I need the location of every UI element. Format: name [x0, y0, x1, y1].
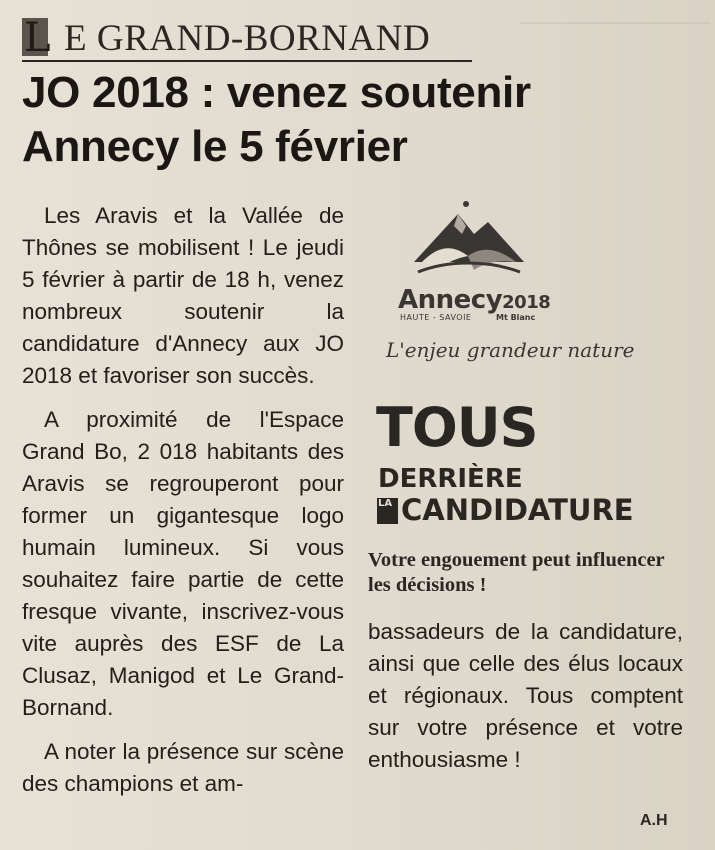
body-paragraph-3: A noter la présence sur scène des champions et am-: [22, 739, 344, 796]
body-paragraph-1: Les Aravis et la Vallée de Thônes se mobilisent ! Le jeudi 5 février à partir de 18 h, venez nombreux soutenir la candidature d'Annecy aux JO 2018 et favoriser son succès.: [22, 203, 344, 388]
article-column-right: [368, 616, 683, 776]
logo-wordmark: [398, 285, 550, 315]
banner-la: LA: [378, 498, 393, 509]
body-paragraph-2: A proximité de l'Espace Grand Bo, 2 018 habitants des Aravis se regrouperont pour former un gigantesque logo humain lumineux. Si vous souhaitez faire partie de cette fresque vivante, inscrivez-vous vite auprès des ESF de La Clusaz, Manigod et Le Grand-Bornand.: [22, 407, 344, 720]
kicker-initial: L: [24, 15, 51, 61]
article-subhead: Votre engouement peut influencer les décisions !: [368, 549, 665, 596]
logo-mont-blanc: Mt Blanc: [496, 313, 536, 322]
mountain-logo-icon: [408, 200, 528, 285]
article-column-left: [22, 200, 344, 812]
bleed-through-shape: [520, 22, 710, 54]
banner-derriere: DERRIÈRE: [378, 464, 523, 494]
headline-line-1: JO 2018 : venez soutenir: [22, 68, 531, 117]
kicker-text: E GRAND-BORNAND: [64, 18, 431, 59]
logo-year: 2018: [502, 292, 551, 313]
logo-tagline: L'enjeu grandeur nature: [386, 338, 635, 362]
logo-subtitle: HAUTE - SAVOIE: [400, 313, 472, 322]
banner-tous: TOUS: [376, 396, 538, 459]
body-continuation: bassadeurs de la candidature, ainsi que celle des élus locaux et régionaux. Tous comptent sur votre présence et votre enthousiasme !: [368, 619, 683, 772]
article-headline: [22, 66, 662, 174]
annecy-2018-logo: [386, 200, 690, 390]
logo-word: Annecy: [398, 285, 503, 315]
author-signature: A.H: [640, 812, 668, 829]
banner-candidature: CANDIDATURE: [401, 493, 634, 527]
section-kicker: [22, 16, 472, 62]
headline-line-2: Annecy le 5 février: [22, 122, 408, 171]
